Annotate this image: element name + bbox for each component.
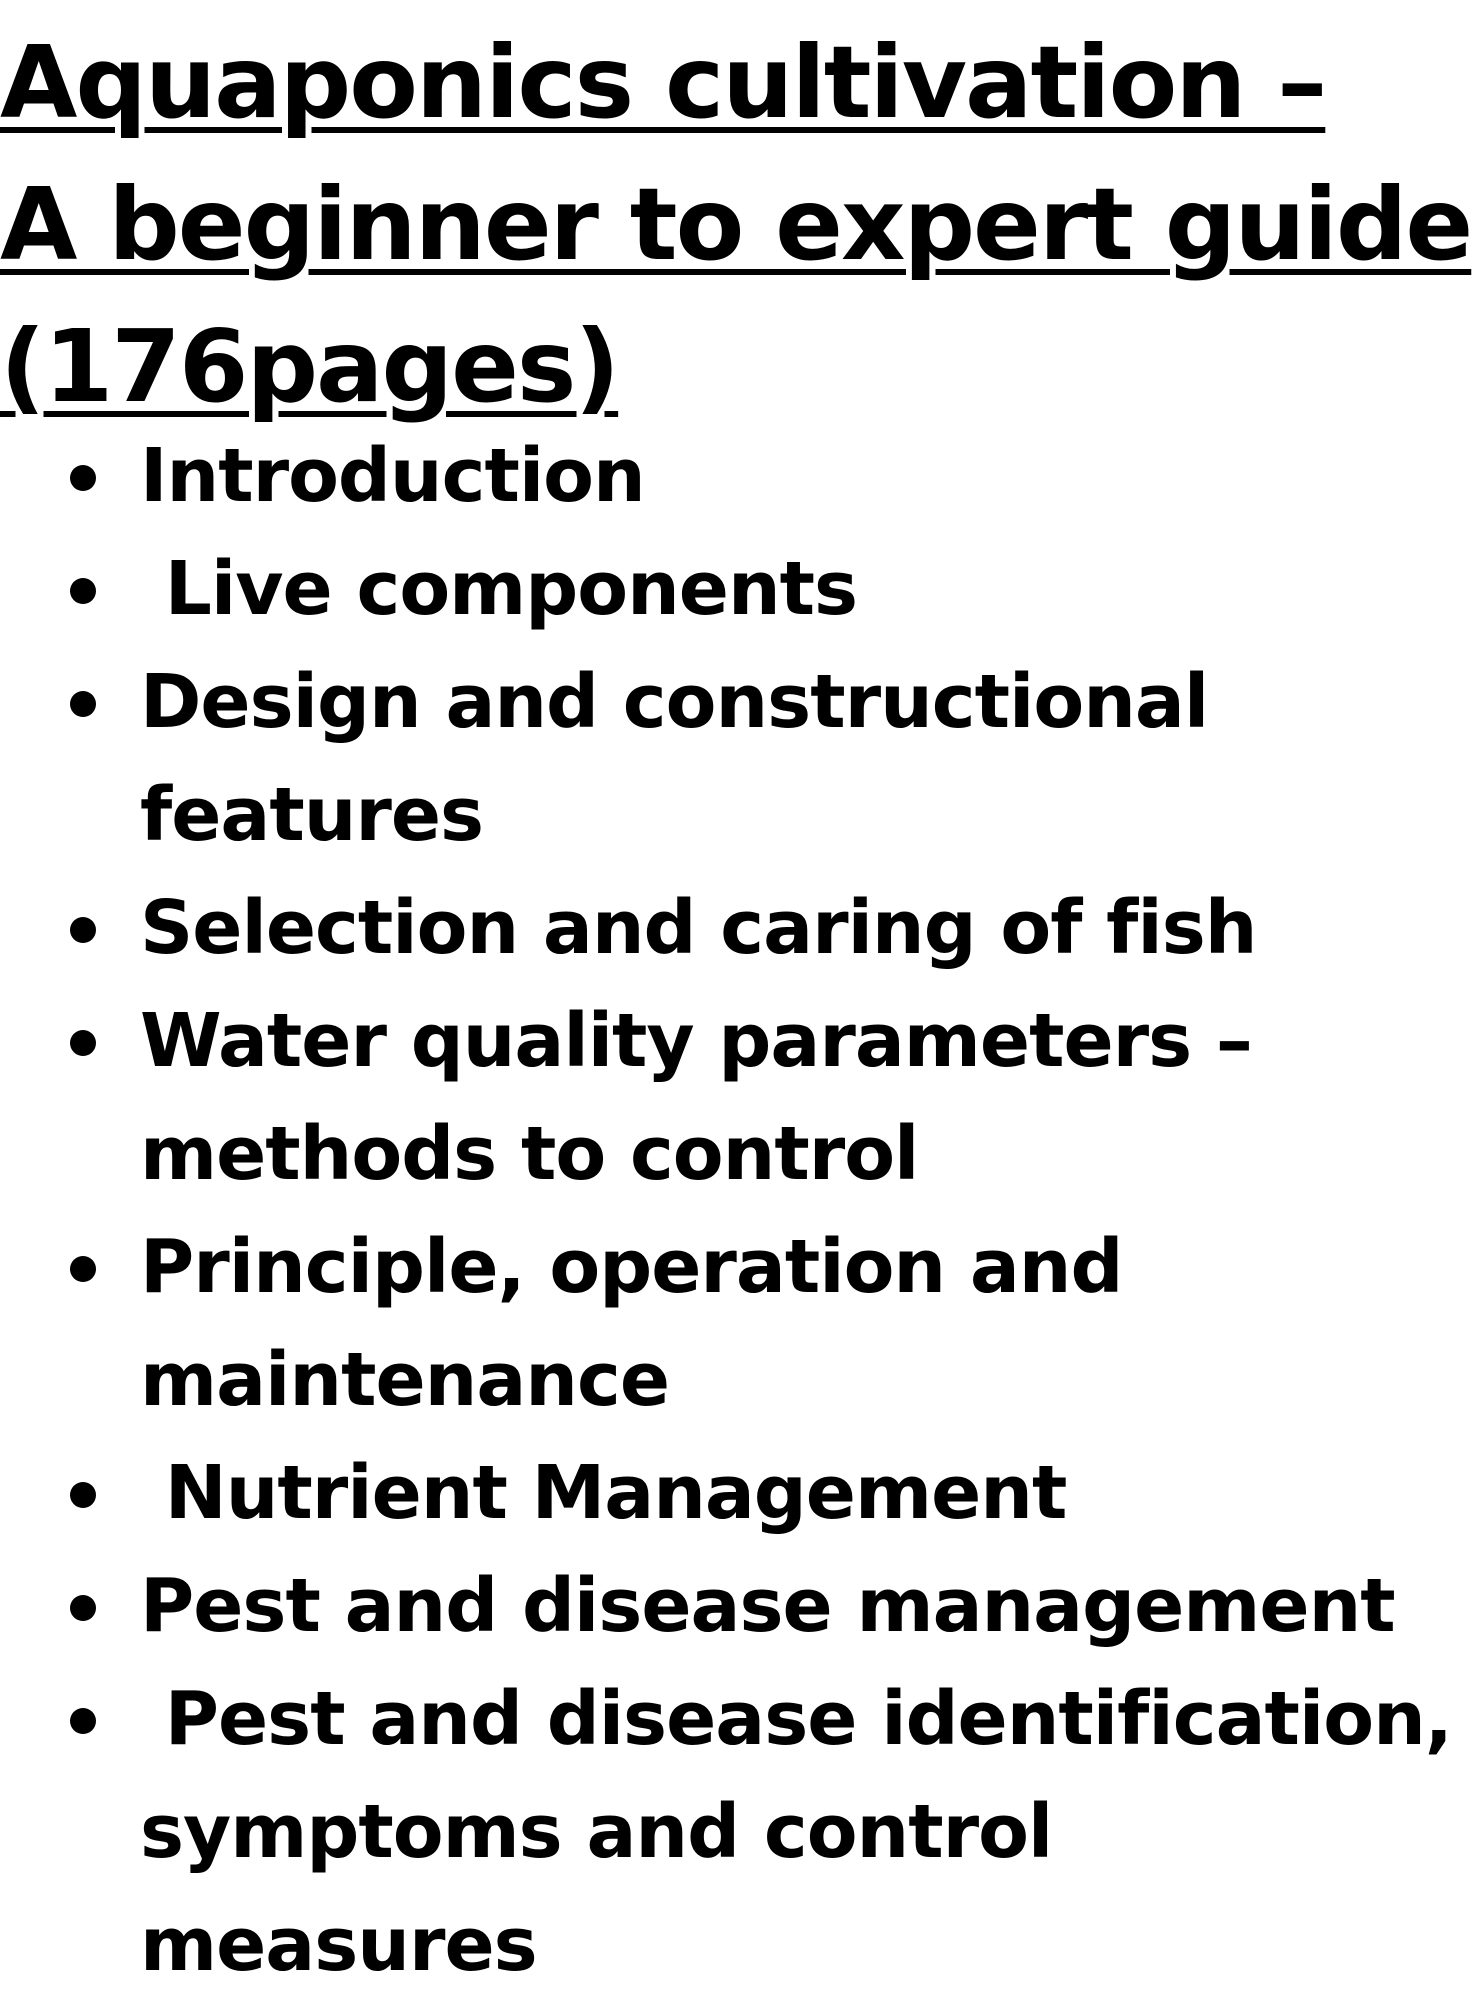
title-line-1: Aquaponics cultivation –	[0, 24, 1326, 141]
list-item	[0, 1663, 1452, 2002]
list-item	[0, 872, 1452, 985]
bullet-icon	[70, 465, 96, 491]
list-item	[0, 1550, 1452, 1663]
bullet-icon	[70, 1708, 96, 1734]
list-item-text: Water quality parameters –	[140, 998, 1252, 1084]
bullet-icon	[70, 691, 96, 717]
bullet-icon	[70, 1595, 96, 1621]
list-item	[0, 646, 1452, 872]
bullet-icon	[70, 578, 96, 604]
title-line-2: A beginner to expert guide	[0, 166, 1472, 283]
list-item-text: Selection and caring of fish	[140, 885, 1257, 971]
list-item-text: measures	[140, 1902, 537, 1988]
document-title	[0, 12, 1471, 438]
list-item-text: Pest and disease identification,	[140, 1676, 1452, 1762]
list-item	[0, 420, 1452, 533]
list-item-text: Introduction	[140, 433, 645, 519]
list-item-text: symptoms and control	[140, 1789, 1053, 1875]
bullet-icon	[70, 917, 96, 943]
list-item-text: maintenance	[140, 1337, 670, 1423]
list-item-text: Design and constructional	[140, 659, 1209, 745]
list-item-text: Principle, operation and	[140, 1224, 1123, 1310]
list-item	[0, 1211, 1452, 1437]
list-item	[0, 1437, 1452, 1550]
title-line-3: (176pages)	[0, 308, 619, 425]
list-item-text: methods to control	[140, 1111, 919, 1197]
bullet-icon	[70, 1030, 96, 1056]
bullet-icon	[70, 1482, 96, 1508]
list-item	[0, 985, 1452, 1211]
list-item-text: Live components	[140, 546, 858, 632]
list-item-text: features	[140, 772, 484, 858]
list-item-text: Pest and disease management	[140, 1563, 1395, 1649]
bullet-icon	[70, 1256, 96, 1282]
list-item	[0, 533, 1452, 646]
list-item-text: Nutrient Management	[140, 1450, 1067, 1536]
contents-list	[0, 420, 1452, 2002]
